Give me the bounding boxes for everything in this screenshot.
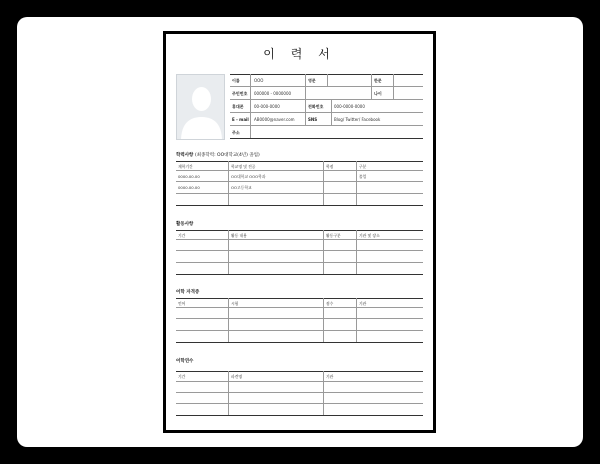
training-top-rule	[176, 371, 423, 372]
activities-rule	[176, 262, 423, 263]
mobile-label: 휴대폰	[232, 104, 244, 109]
activities-col-header: 기관 및 장소	[359, 233, 380, 238]
languages-rule	[176, 318, 423, 319]
training-col-header: 기관	[326, 374, 334, 379]
training-col-line	[228, 371, 229, 415]
education-title: 학력사항 (최종학력: OO대학교(4년) 졸업)	[176, 153, 260, 158]
languages-col-header: 시험	[231, 301, 239, 306]
training-col-line	[323, 371, 324, 415]
training-col-header: 기간	[178, 374, 186, 379]
info-col-line	[305, 74, 306, 125]
info-col-line	[371, 74, 372, 100]
photo-placeholder	[176, 74, 225, 140]
education-col-line	[356, 161, 357, 205]
activities-col-line	[228, 230, 229, 274]
languages-title: 어학 자격증	[176, 290, 200, 295]
languages-col-header: 기관	[359, 301, 367, 306]
languages-col-header: 언어	[178, 301, 186, 306]
languages-rule	[176, 330, 423, 331]
activities-col-header: 기간	[178, 233, 186, 238]
phone-value: 000-0000-0000	[334, 104, 365, 109]
education-col-line	[323, 161, 324, 205]
sns-value: Blog/ Twitter/ Facebook	[334, 117, 381, 122]
info-bottom-rule	[230, 138, 423, 139]
name-value: OOO	[254, 78, 264, 83]
info-col-line	[331, 100, 332, 126]
training-rule	[176, 403, 423, 404]
activities-bottom-rule	[176, 274, 423, 275]
education-rule	[176, 181, 423, 182]
education-bottom-rule	[176, 205, 423, 206]
education-col-header: 학교명 및 전공	[231, 164, 256, 169]
training-rule	[176, 381, 423, 382]
info-rule	[230, 125, 423, 126]
education-rule	[176, 170, 423, 171]
address-label: 주소	[232, 130, 240, 135]
activities-col-line	[356, 230, 357, 274]
resume-sheet	[166, 34, 433, 430]
languages-col-line	[356, 298, 357, 342]
languages-rule	[176, 307, 423, 308]
email-value: AB0000@naver.com	[254, 117, 295, 122]
person-silhouette-icon	[177, 75, 225, 140]
education-cell: 졸업	[359, 174, 367, 179]
training-rule	[176, 392, 423, 393]
education-col-header: 학점	[326, 164, 334, 169]
education-top-rule	[176, 161, 423, 162]
training-title: 어학연수	[176, 359, 194, 364]
activities-rule	[176, 239, 423, 240]
languages-col-header: 점수	[326, 301, 334, 306]
phone-label: 전화번호	[308, 104, 324, 109]
resume-document	[163, 31, 436, 433]
id-number-label: 주민번호	[232, 91, 248, 96]
document-title: 이 력 서	[263, 47, 336, 61]
info-rule	[230, 112, 423, 113]
activities-col-header: 활동 내용	[231, 233, 247, 238]
education-rule	[176, 193, 423, 194]
languages-top-rule	[176, 298, 423, 299]
activities-col-header: 활동구분	[326, 233, 341, 238]
education-cell: OO대학교 OOO학과	[231, 174, 266, 179]
languages-col-line	[228, 298, 229, 342]
english-name-label: 영문	[308, 78, 316, 83]
info-col-line	[250, 74, 251, 138]
info-col-line	[327, 74, 328, 87]
id-number-value: 000000 - 0000000	[254, 91, 292, 96]
education-col-header: 재학기간	[178, 164, 193, 169]
education-cell: 0000.00.00	[178, 174, 200, 179]
info-rule	[230, 99, 423, 100]
info-col-line	[393, 74, 394, 100]
training-col-header: 파견명	[231, 374, 243, 379]
email-label: E - mail	[232, 117, 249, 122]
training-bottom-rule	[176, 415, 423, 416]
languages-col-line	[323, 298, 324, 342]
languages-bottom-rule	[176, 342, 423, 343]
education-cell: 0000.00.00	[178, 185, 200, 190]
activities-rule	[176, 250, 423, 251]
mobile-value: 00-000-0000	[254, 104, 280, 109]
education-col-line	[228, 161, 229, 205]
age-label: 나이	[374, 91, 382, 96]
education-col-header: 구분	[359, 164, 367, 169]
education-cell: OO고등학교	[231, 185, 252, 190]
chinese-name-label: 한문	[374, 78, 382, 83]
activities-top-rule	[176, 230, 423, 231]
activities-col-line	[323, 230, 324, 274]
name-label: 이름	[232, 78, 240, 83]
sns-label: SNS	[308, 117, 318, 122]
activities-title: 활동사항	[176, 222, 194, 227]
